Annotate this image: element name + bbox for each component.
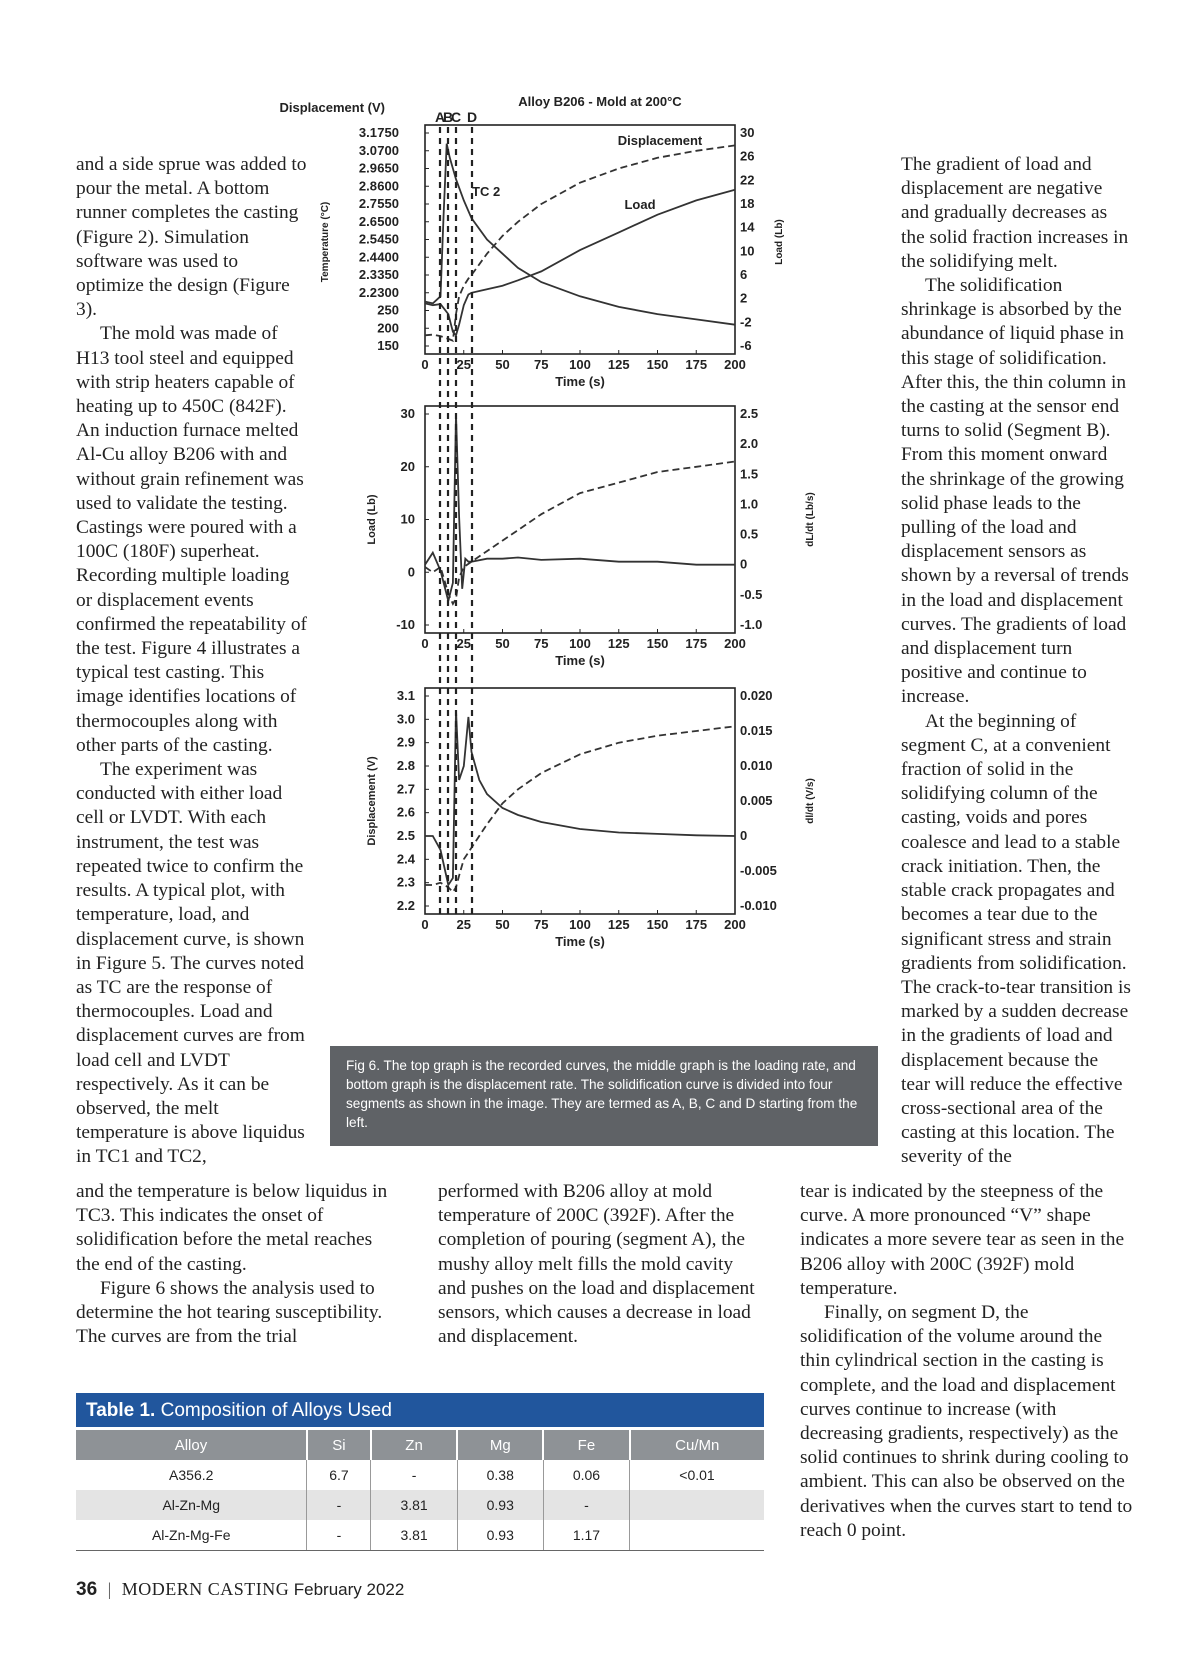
y2-tick-label: 0.020 [740, 688, 773, 703]
table-cell: <0.01 [679, 1467, 715, 1483]
y2-tick-label: -2 [740, 314, 752, 330]
y2-tick-label: 0.005 [740, 793, 773, 808]
y2-tick-label: 0 [740, 828, 748, 843]
y2-tick-label: 0.015 [740, 723, 773, 738]
paragraph: Figure 6 shows the analysis used to determine the hot tearing susceptibility. The curves are from the trial [76, 1277, 383, 1348]
y-tick-label: 250 [377, 302, 399, 318]
y-tick-label: 2.7 [396, 781, 415, 797]
y-tick-label: 0 [407, 564, 415, 580]
table-cell: - [371, 1460, 457, 1490]
table-cell: 0.38 [457, 1460, 543, 1490]
table-cell: - [307, 1520, 371, 1551]
table-cell: 0.93 [457, 1490, 543, 1520]
displacement-axis-title: Displacement (V) [279, 100, 385, 115]
y-tick-label: 200 [377, 320, 399, 336]
y2-tick-label: 1.5 [740, 466, 759, 482]
table-column-header: Fe [543, 1430, 629, 1460]
table-title-text: Composition of Alloys Used [160, 1400, 392, 1421]
y2-tick-label: 2 [740, 290, 748, 306]
x-tick-label: 150 [646, 357, 669, 372]
publication-date: February 2022 [293, 1580, 405, 1599]
table-cell: - [307, 1490, 371, 1520]
table-cell: Al-Zn-Mg [76, 1490, 307, 1520]
table-row [76, 1460, 764, 1490]
x-axis-title: Time (s) [555, 374, 605, 389]
annotation-load: Load [624, 197, 656, 212]
y-tick-label: 350 [377, 267, 399, 282]
y2-tick-label: 6 [740, 267, 748, 282]
x-tick-label: 100 [569, 636, 591, 651]
table-cell: A356.2 [76, 1460, 307, 1490]
paragraph: The mold was made of H13 tool steel and equipped with strip heaters capable of heating up to 450C (842F). An induction furnace melted Al-Cu alloy B206 with and without grain refinement was used to validate the testing. Castings were poured with a 100C (180F) superheat. Recording multiple loading or displacement events confirmed the repeatability of the test. Figure 4 illustrates a typical test casting. This image identifies locations of thermocouples along with other parts of the casting. [76, 323, 307, 756]
x-tick-label: 25 [456, 636, 471, 651]
table-row [76, 1520, 764, 1551]
text-column-left [76, 153, 308, 1170]
segment-label-d: D [466, 109, 478, 125]
y2-tick-label: -0.5 [740, 586, 763, 602]
segment-label-c: C [450, 109, 462, 125]
annotation-tc2: TC 2 [472, 184, 501, 199]
x-tick-label: 25 [456, 357, 471, 372]
footer-separator: | [107, 1579, 112, 1599]
x-tick-label: 0 [421, 636, 429, 651]
y-tick-label: 2.3 [396, 874, 415, 890]
paragraph: The solidification shrinkage is absorbed by the abundance of liquid phase in this stage of solidification. After this, the thin column in the casting at the sensor end turns to solid (Segment B). From this moment onward the shrinkage of the growing solid phase leads to the pulling of the load and displacement sensors as shown by a reversal of trends in the load and displacement curves. The gradients of load and displacement turn positive and continue to increase. [901, 275, 1129, 708]
y2-tick-label: 10 [740, 243, 755, 259]
table-column-header: Zn [371, 1430, 457, 1460]
y-tick-label: -10 [396, 617, 415, 632]
x-tick-label: 50 [495, 636, 510, 651]
y2-axis-title: dL/dt (Lb/s) [805, 492, 816, 547]
y2-tick-label: 14 [740, 219, 755, 235]
y-tick-label: 20 [400, 458, 415, 474]
x-tick-label: 75 [534, 357, 549, 372]
y-tick-label: 550 [377, 196, 399, 211]
y-tick-label: 700 [377, 142, 399, 158]
y2-tick-label: -6 [740, 338, 752, 353]
x-tick-label: 100 [569, 917, 591, 932]
segment-label-a: A [434, 109, 446, 125]
table-cell [630, 1490, 764, 1520]
y-tick-label: 3.1 [396, 688, 415, 703]
y-tick-label: 10 [400, 511, 415, 527]
table-cell: 3.81 [371, 1490, 457, 1520]
displacement-tick-label: 2.2 [358, 284, 377, 300]
x-tick-label: 50 [495, 917, 510, 932]
x-tick-label: 175 [685, 357, 708, 372]
x-tick-label: 200 [724, 357, 746, 372]
x-tick-label: 50 [495, 357, 510, 372]
paragraph: The experiment was conducted with either load cell or LVDT. With each instrument, the test was repeated twice to confirm the results. A typical plot, with temperature, load, and displacement curve, is shown in Figure 5. The curves noted as TC are the response of thermocouples. Load and displacement curves are from load cell and LVDT respectively. As it can be observed, the melt temperature is above liquidus in TC1 and TC2, [76, 759, 305, 1168]
y-tick-label: 750 [377, 125, 399, 140]
displacement-tick-label: 2.3 [358, 267, 377, 282]
y-tick-label: 30 [400, 406, 415, 421]
y2-tick-label: 0.010 [740, 758, 773, 773]
table-title-number: Table 1. [86, 1400, 156, 1421]
x-axis-title: Time (s) [555, 934, 605, 949]
composition-table [76, 1393, 764, 1551]
y-tick-label: 2.9 [396, 734, 415, 750]
x-tick-label: 150 [646, 636, 669, 651]
y2-tick-label: 2.5 [740, 406, 759, 421]
y2-tick-label: 22 [740, 172, 755, 188]
table-column-header: Si [307, 1430, 371, 1460]
y2-tick-label: 0 [740, 556, 748, 572]
x-tick-label: 125 [607, 357, 630, 372]
y-tick-label: 2.6 [396, 804, 415, 820]
paragraph: tear is indicated by the steepness of the curve. A more pronounced “V” shape indicates a more severe tear as seen in the B206 alloy with 200C (392F) mold temperature. [800, 1181, 1125, 1299]
table-cell: 0.06 [543, 1460, 629, 1490]
table-title [76, 1393, 764, 1427]
paragraph: At the beginning of segment C, at a convenient fraction of solid in the solidifying column of the casting, voids and pores coalesce and lead to a stable crack initiation. Then, the stable crack propagates and becomes a tear due to the significant stress and strain gradients from solidification. The crack-to-tear transition is marked by a sudden decrease in the gradients of load and displacement because the tear will reduce the effective cross-sectional area of the casting at this location. The severity of the [901, 710, 1131, 1168]
displacement-tick-label: 2.6 [358, 213, 377, 229]
x-tick-label: 0 [421, 357, 429, 372]
displacement-tick-label: 2.7 [358, 196, 377, 211]
segment-label-b: B [442, 109, 454, 125]
y2-axis-title: dl/dt (V/s) [805, 778, 816, 824]
y-tick-label: 500 [377, 213, 399, 229]
text-column-middle [438, 1180, 758, 1349]
y2-tick-label: -1.0 [740, 617, 763, 632]
publication-name: MODERN CASTING [121, 1579, 290, 1599]
y2-tick-label: -0.010 [740, 898, 777, 913]
y-tick-label: 2.4 [396, 851, 415, 867]
displacement-tick-label: 3.1 [358, 125, 377, 140]
y2-tick-label: 1.0 [740, 496, 759, 512]
y-tick-label: 150 [377, 338, 399, 353]
table-header-row [76, 1430, 764, 1460]
y-tick-label: 3.0 [396, 711, 415, 727]
y2-tick-label: 2.0 [740, 436, 759, 452]
x-tick-label: 125 [607, 636, 630, 651]
y-tick-label: 650 [377, 160, 399, 176]
x-tick-label: 75 [534, 917, 549, 932]
x-tick-label: 200 [724, 636, 746, 651]
text-column-right [901, 153, 1131, 1170]
paragraph: and a side sprue was added to pour the metal. A bottom runner completes the casting (Figure 2). Simulation software was used to optimize the design (Figure 3). [76, 154, 307, 321]
table-cell: 6.7 [307, 1460, 371, 1490]
y2-tick-label: 18 [740, 196, 755, 211]
x-tick-label: 100 [569, 357, 591, 372]
annotation-displacement: Displacement [617, 133, 703, 148]
paragraph: Finally, on segment D, the solidification of the volume around the thin cylindrical section in the casting is complete, and the load and displacement curves continue to increase (with decreasing gradients, respectively) as the solid continues to shrink during cooling to ambient. This can also be observed on the derivatives when the curves start to tend to reach 0 point. [800, 1302, 1133, 1541]
paragraph: performed with B206 alloy at mold temperature of 200C (392F). After the completion of pouring (segment A), the mushy alloy melt fills the mold cavity and pushes on the load and displacement sensors, which causes a decrease in load and displacement. [438, 1181, 755, 1348]
y-tick-label: 450 [377, 231, 399, 247]
y-tick-label: 2.5 [396, 828, 415, 843]
y-tick-label: 2.2 [396, 898, 415, 913]
y-axis-title: Temperature (°C) [320, 201, 331, 283]
page-number: 36 [76, 1579, 98, 1600]
y2-tick-label: -0.005 [740, 863, 777, 878]
x-tick-label: 200 [724, 917, 746, 932]
text-column-left-bottom [76, 1180, 396, 1349]
displacement-tick-label: 2.5 [358, 231, 377, 247]
x-axis-title: Time (s) [555, 653, 605, 668]
displacement-tick-label: 2.8 [358, 178, 377, 194]
table-column-header: Cu/Mn [630, 1430, 764, 1460]
table-cell [630, 1520, 764, 1551]
alloy-table [76, 1430, 764, 1551]
y2-tick-label: 30 [740, 125, 755, 140]
table-cell: 1.17 [543, 1520, 629, 1551]
figure-6-charts [279, 92, 850, 1012]
y-tick-label: 600 [377, 178, 399, 194]
y-tick-label: 300 [377, 284, 399, 300]
table-column-header: Mg [457, 1430, 543, 1460]
x-tick-label: 25 [456, 917, 471, 932]
figure-caption: Fig 6. The top graph is the recorded curves, the middle graph is the loading rate, and bottom graph is the displacement rate. The solidification curve is divided into four segments as shown in the image. They are termed as A, B, C and D starting from the left. [330, 1046, 878, 1146]
y2-tick-label: 26 [740, 148, 755, 164]
x-tick-label: 175 [685, 917, 708, 932]
page-footer [76, 1579, 404, 1601]
displacement-tick-label: 2.4 [358, 249, 377, 265]
displacement-tick-label: 3.0 [358, 142, 377, 158]
paragraph: and the temperature is below liquidus in TC3. This indicates the onset of solidification before the metal reaches the end of the casting. [76, 1181, 388, 1275]
x-tick-label: 75 [534, 636, 549, 651]
x-tick-label: 125 [607, 917, 630, 932]
displacement-tick-label: 2.9 [358, 160, 377, 176]
y-axis-title: Load (Lb) [366, 494, 378, 545]
y2-axis-title: Load (Lb) [774, 219, 785, 265]
x-tick-label: 150 [646, 917, 669, 932]
paragraph: The gradient of load and displacement are negative and gradually decreases as the solid fraction increases in the solidifying melt. [901, 154, 1129, 272]
y-axis-title: Displacement (V) [366, 756, 378, 846]
text-column-right-bottom [800, 1180, 1133, 1543]
y-tick-label: 400 [377, 249, 399, 265]
y-tick-label: 2.8 [396, 758, 415, 773]
x-tick-label: 0 [421, 917, 429, 932]
chart-title: Alloy B206 - Mold at 200°C [518, 94, 682, 109]
table-row [76, 1490, 764, 1520]
y2-tick-label: 0.5 [740, 526, 759, 542]
table-column-header: Alloy [76, 1430, 307, 1460]
table-cell: Al-Zn-Mg-Fe [76, 1520, 307, 1551]
table-cell: - [543, 1490, 629, 1520]
table-cell: 3.81 [371, 1520, 457, 1551]
table-cell: 0.93 [457, 1520, 543, 1551]
x-tick-label: 175 [685, 636, 708, 651]
